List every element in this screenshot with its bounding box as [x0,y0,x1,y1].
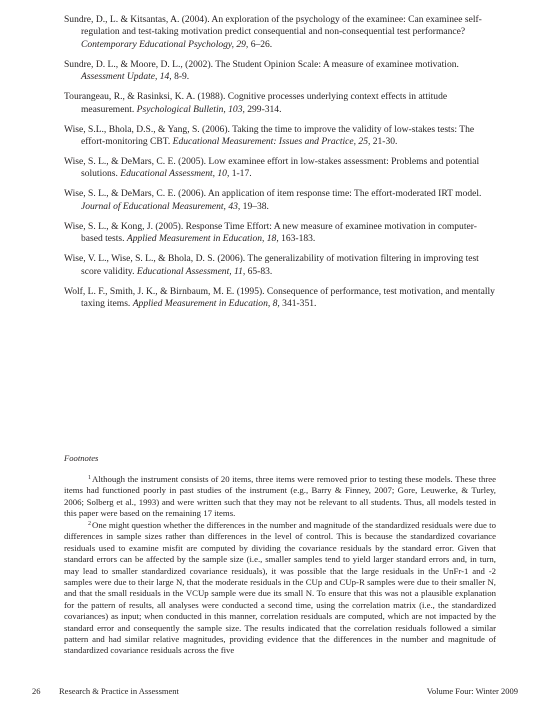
reference-item [64,91,496,116]
reference-source: Educational Assessment, 11, [136,265,246,277]
reference-text: Wise, S. L., & DeMars, C. E. (2006). An application of item response time: The effort-moderated IRT model. [64,188,482,200]
page-number: 26 [32,686,41,696]
reference-item [64,156,496,181]
reference-pages: 163-183. [278,233,316,245]
reference-source: Psychological Bulletin, 103, [136,103,245,115]
reference-text: Sundre, D., L. & Kitsantas, A. (2004). An exploration of the psychology of the examinee: Can examinee self-regulation and test-taking motivation predict consequential and non-consequential test performance? [64,14,482,38]
footnote-2 [64,520,496,657]
reference-list [64,14,496,318]
reference-text: Wise, S. L., & DeMars, C. E. (2005). Low examinee effort in low-stakes assessment: Problems and potential solutions. [64,156,480,180]
reference-source: Educational Measurement: Issues and Practice, 25, [172,136,371,148]
reference-source: Applied Measurement in Education, 18, [126,233,279,245]
reference-pages: 21-30. [370,136,398,148]
reference-item [64,14,496,51]
footnote-paragraph [64,474,496,520]
footnote-marker: 2 [88,521,91,527]
reference-text: Wise, V. L., Wise, S. L., & Bhola, D. S. (2006). The generalizability of motivation filtering in improving test score validity. [64,253,479,277]
footnote-1 [64,474,496,520]
footnote-text: Although the instrument consists of 20 items, three items were removed prior to testing these models. These three items had functioned poorly in past studies of the instrument (e.g., Barry & Finney, 2007; Gore, Leuwerke, & Turley, 2006; Solberg et al., 1993) and were written such that they may not be relevant to all students. Thus, all models tested in this paper were based on the remaining 17 items. [64,474,496,519]
footnote-marker: 1 [88,475,91,481]
reference-text: Wise, S. L., & Kong, J. (2005). Response Time Effort: A new measure of examinee motivation in computer-based tests. [64,220,477,245]
reference-source: Educational Assessment, 10, [120,168,230,180]
reference-source: Journal of Educational Measurement, 43, [81,200,241,212]
reference-item [64,221,496,246]
reference-source: Assessment Update, 14, [81,71,172,83]
reference-pages: 6–26. [248,38,273,50]
reference-pages: 299-314. [244,103,282,115]
reference-text: Tourangeau, R., & Rasinksi, K. A. (1988). Cognitive processes underlying context effects in attitude measurement. [64,91,448,115]
reference-item [64,188,496,213]
reference-pages: 341-351. [279,298,317,310]
reference-pages: 1-17. [229,168,252,180]
page-footer [32,686,518,698]
reference-pages: 65-83. [245,265,273,277]
reference-text: Wolf, L. F., Smith, J. K., & Birnbaum, M. E. (1995). Consequence of performance, test motivation, and mentally taxing items. [64,285,495,310]
reference-pages: 19–38. [240,200,269,212]
reference-text: Sundre, D. L., & Moore, D. L., (2002). The Student Opinion Scale: A measure of examinee motivation. [64,58,459,70]
reference-item [64,59,496,84]
reference-item [64,124,496,149]
reference-text: Wise, S.L., Bhola, D.S., & Yang, S. (2006). Taking the time to improve the validity of low-stakes tests: The effort-monitoring CBT. [64,123,475,148]
reference-item [64,286,496,311]
reference-source: Contemporary Educational Psychology, 29, [81,38,249,50]
reference-source: Applied Measurement in Education, 8, [132,298,280,310]
footnotes-heading: Footnotes [64,453,99,463]
footnote-paragraph [64,520,496,657]
reference-pages: 8-9. [171,71,190,83]
journal-title: Research & Practice in Assessment [59,686,179,696]
volume-issue: Volume Four: Winter 2009 [426,686,518,696]
footnote-text: One might question whether the differences in the number and magnitude of the standardized residuals were due to differences in sample sizes rather than differences in the level of control. This is because the standardized covariance residuals used to examine misfit are computed by dividing the covariance residuals by the standard error. Given that standard errors can be affected by the sample size (i.e., smaller samples tend to yield larger standard errors and, in turn, may lead to smaller standardized covariance residuals), it was possible that the large residuals in the UnFr-1 and -2 samples were due to their large N, that the moderate residuals in the CUp and CUp-R samples were due to their smaller N, and that the small residuals in the VCUp sample were due its small N. To ensure that this was not a plausible explanation for the pattern of results, all analyses were conducted a second time, using the correlation matrix (i.e., the standardized covariances) as input; when conducted in this manner, correlation residuals are computed, which are not impacted by the standard error and consequently the sample size. The results indicated that the correlation residuals followed a similar pattern and had similar relative magnitudes, providing evidence that the differences in the number and magnitude of standardized covariance residuals across the five [64,520,496,656]
reference-item [64,253,496,278]
